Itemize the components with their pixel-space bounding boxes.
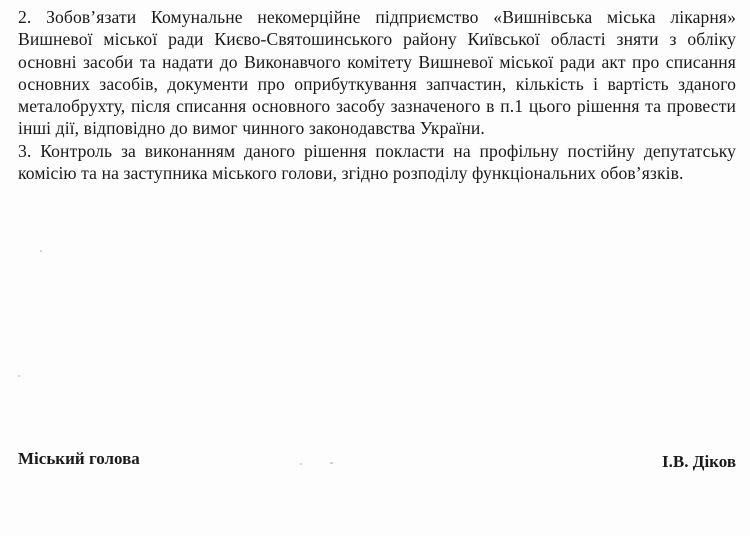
signatory-name: І.В. Діков [662,452,736,471]
paragraph-2: 2. Зобов’язати Комунальне некомерційне підприємство «Вишнівська міська лікарня» Вишневої міської ради Києво-Святошинського району Київської області зняти з обліку основні засоби та надати до Виконавчого комітету Вишневої міської ради акт про списання основних засобів, документи про оприбуткування запчастин, кількість і вартість зданого металобрухту, після списання основного засобу зазначеного в п.1 цього рішення та провести інші дії, відповідно до вимог чинного законодавства України. [18,7,736,139]
paragraph-3: 3. Контроль за виконанням даного рішення покласти на профільну постійну депутатську комісію та на заступника міського голови, згідно розподілу функціональних обов’язків. [18,140,736,184]
signatory-title: Міський голова [18,449,140,468]
scan-speck [40,250,42,252]
scan-speck [18,375,20,377]
scan-speck [330,462,333,464]
scan-speck [300,463,302,465]
document-body [18,6,736,184]
